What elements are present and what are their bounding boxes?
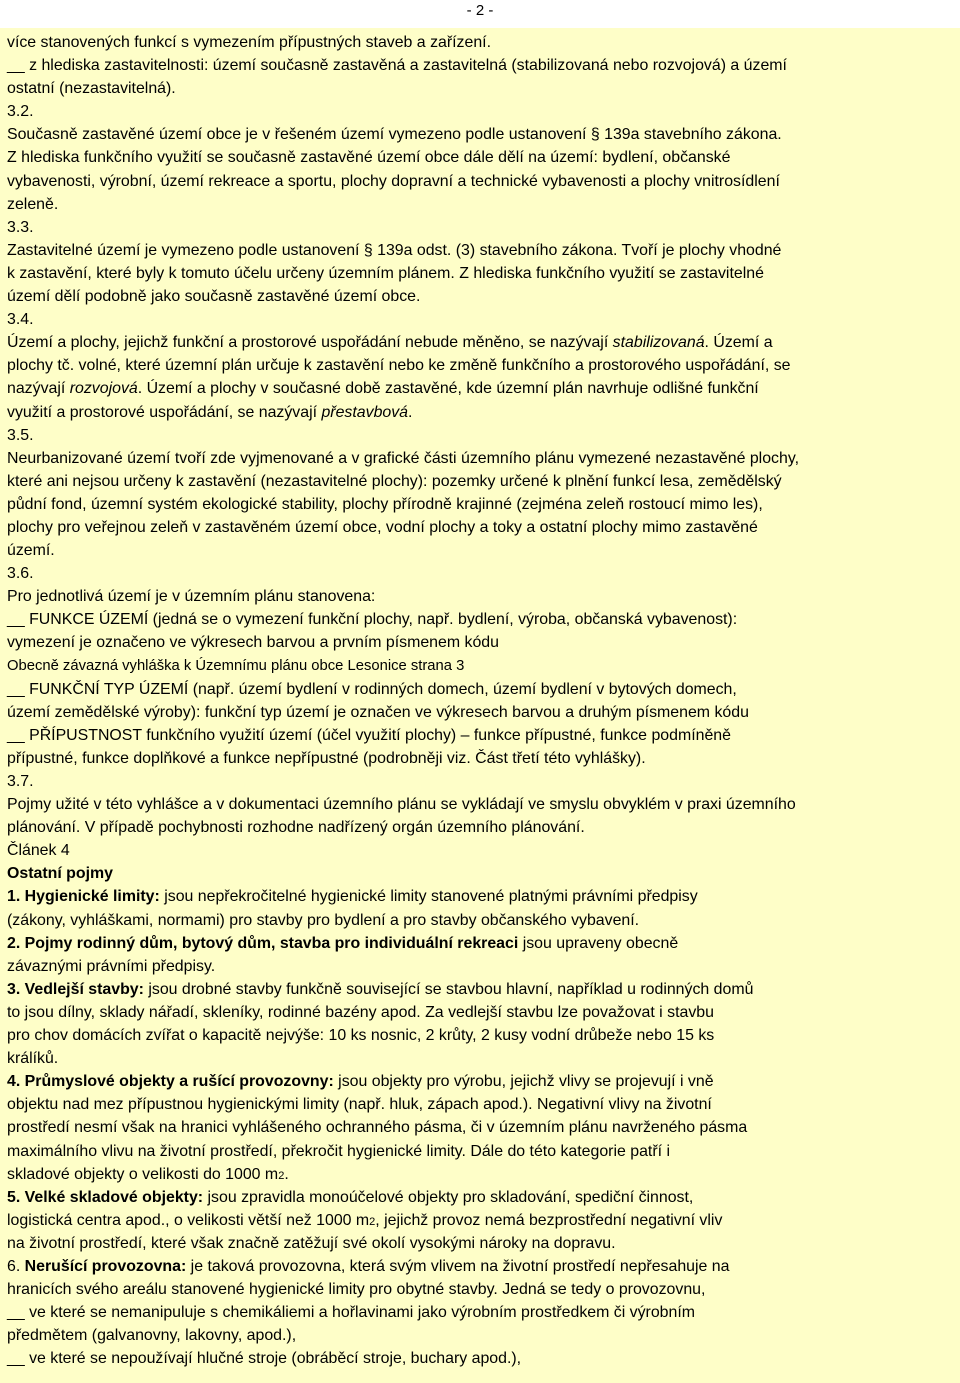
text-line: území zemědělské výroby): funkční typ území je označen ve výkresech barvou a druhým písmenem kódu [7,703,749,721]
text-line [7,401,954,424]
text-run: jsou upraveny obecně [518,934,679,952]
text-line: Z hlediska funkčního využití se současně zastavěné území obce dále dělí na území: bydlení, občanské [7,149,731,167]
page-number: - 2 - [466,2,494,19]
term-label: 5. Velké skladové objekty: [7,1188,204,1206]
text-line: __ ve které se nepoužívají hlučné stroje (obráběcí stroje, buchary apod.), [7,1350,522,1368]
page-footer-note: Obecně závazná vyhláška k Územnímu plánu obce Lesonice strana 3 [7,657,465,674]
text-line: vybavenosti, výrobní, území rekreace a sportu, plochy dopravní a technické vybavenosti a plochy vnitrosídlení [7,172,780,190]
text-line: předmětem (galvanovny, lakovny, apod.), [7,1327,297,1345]
text-run: nazývají [7,380,70,398]
text-line: prostředí nesmí však na hranici vyhlášeného ochranného pásma, či v územním plánu navrženého pásma [7,1119,748,1137]
text-run: využití a prostorové uspořádání, se nazývají [7,403,322,421]
emphasis-term: stabilizovaná [612,334,705,352]
emphasis-term: rozvojová [69,380,138,398]
text-run: . [284,1165,289,1183]
text-line: plochy tč. volné, které územní plán určuje k zastavění nebo ke změně funkčního a prostorového uspořádání, se [7,357,791,375]
text-line: __ ve které se nemanipuluje s chemikáliemi a hořlavinami jako výrobním prostředkem či výrobním [7,1304,695,1322]
text-run: jsou zpravidla monoúčelové objekty pro skladování, spediční činnost, [203,1188,694,1206]
section-number: 3.4. [7,311,34,329]
term-label: 1. Hygienické limity: [7,888,160,906]
section-number: 3.3. [7,218,34,236]
text-line: na životní prostředí, které však značně zatěžují své okolí vysokými nároky na dopravu. [7,1234,616,1252]
text-line: území. [7,542,55,560]
section-number: 3.2. [7,103,34,121]
text-run: je taková provozovna, která svým vlivem na životní prostředí nepřesahuje na [186,1257,730,1275]
text-line: zeleně. [7,195,59,213]
text-run: jsou nepřekročitelné hygienické limity stanovené platnými právními předpisy [159,888,698,906]
text-line: objektu nad mez přípustnou hygienickými limity (např. hluk, zápach apod.). Negativní vlivy na životní [7,1096,712,1114]
text-line [7,331,954,354]
text-line: více stanovených funkcí s vymezením přípustných staveb a zařízení. [7,34,492,51]
text-line: plochy pro veřejnou zeleň v zastavěném území obce, vodní plochy a toky a ostatní plochy mimo zastavěné [7,518,758,536]
definition-item [7,932,954,955]
text-run: skladové objekty o velikosti do 1000 m [7,1165,279,1183]
text-run: jsou drobné stavby funkčně související se stavbou hlavní, například u rodinných domů [143,980,754,998]
text-line: __ FUNKCE ÚZEMÍ (jedná se o vymezení funkční plochy, např. bydlení, výroba, občanská vybavenost): [7,611,738,629]
text-line [7,1163,954,1186]
text-line [7,377,954,400]
text-line: Neurbanizované území tvoří zde vyjmenované a v grafické části územního plánu vymezené nezastavěné plochy, [7,449,800,467]
text-line: pro chov domácích zvířat o kapacitě nejvýše: 10 ks nosnic, 2 krůty, 2 kusy vodní drůbeže nebo 15 ks [7,1027,715,1045]
definition-item [7,1186,954,1209]
text-run: . Území a plochy v současné době zastavěné, kde územní plán navrhuje odlišné funkční [137,380,759,398]
text-run: . Území a [704,334,773,352]
unit-exponent: 2 [278,1169,285,1182]
text-line: Zastavitelné území je vymezeno podle ustanovení § 139a odst. (3) stavebního zákona. Tvoří je plochy vhodné [7,241,782,259]
item-number: 6. [7,1257,25,1275]
section-number: 3.6. [7,565,34,583]
text-run: jsou objekty pro výrobu, jejichž vlivy se projevují i vně [333,1073,714,1091]
definition-item [7,885,954,908]
unit-exponent: 2 [369,1215,376,1228]
text-line: vymezení je označeno ve výkresech barvou a prvním písmenem kódu [7,634,499,652]
section-heading [7,862,954,885]
definition-item [7,1255,954,1278]
term-label: 4. Průmyslové objekty a rušící provozovny: [7,1073,334,1091]
text-line: (zákony, vyhláškami, normami) pro stavby pro bydlení a pro stavby občanského vybavení. [7,911,640,929]
article-title: Článek 4 [7,842,70,860]
term-label: Nerušící provozovna: [24,1257,187,1275]
text-line: které ani nejsou určeny k zastavění (nezastavitelné plochy): pozemky určené k plnění funkcí lesa, zemědělský [7,472,782,490]
text-line: __ PŘÍPUSTNOST funkčního využití území (účel využití plochy) – funkce přípustné, funkce podmíněně [7,726,731,744]
section-number: 3.7. [7,773,34,790]
text-line: Pro jednotlivá území je v územním plánu stanovena: [7,588,376,606]
text-line: k zastavění, které byly k tomuto účelu určeny územním plánem. Z hlediska funkčního využití se zastavitelné [7,264,764,282]
text-line: to jsou dílny, sklady nářadí, skleníky, rodinné bazény apod. Za vedlejší stavbu lze považovat i stavbu [7,1003,714,1021]
text-line: území dělí podobně jako současně zastavěné území obce. [7,288,421,306]
text-run: . [408,403,413,421]
text-line: maximálního vlivu na životní prostředí, překročit hygienické limity. Dále do této kategorie patří i [7,1142,670,1160]
emphasis-term: přestavbová [321,403,409,421]
text-line: Pojmy užité v této vyhlášce a v dokumentaci územního plánu se vykládají ve smyslu obvyklém v praxi územního [7,796,796,814]
text-run: logistická centra apod., o velikosti větší než 1000 m [7,1211,370,1229]
text-line: __ z hlediska zastavitelnosti: území současně zastavěná a zastavitelná (stabilizovaná nebo rozvojová) a území [7,57,787,75]
text-line [7,1209,954,1232]
text-line: __ FUNKČNÍ TYP ÚZEMÍ (např. území bydlení v rodinných domech, území bydlení v bytových domech, [7,680,737,698]
term-label: 3. Vedlejší stavby: [7,980,144,998]
text-line: králíků. [7,1050,59,1068]
text-line: přípustné, funkce doplňkové a funkce nepřípustné (podrobněji viz. Část třetí této vyhlášky). [7,749,646,767]
document-body [0,28,960,1383]
text-line: hranicích svého areálu stanovené hygienické limity pro obytné stavby. Jedná se tedy o provozovnu, [7,1281,706,1299]
text-run: Území a plochy, jejichž funkční a prostorové uspořádání nebude měněno, se nazývají [7,334,613,352]
text-line: Současně zastavěné území obce je v řešeném území vymezeno podle ustanovení § 139a stavebního zákona. [7,126,782,144]
text-line: závaznými právními předpisy. [7,957,216,975]
text-line: ostatní (nezastavitelná). [7,80,176,98]
section-number: 3.5. [7,426,34,444]
heading-text: Ostatní pojmy [7,865,113,883]
definition-item [7,1070,954,1093]
definition-item [7,978,954,1001]
text-line: půdní fond, územní systém ekologické stability, plochy přírodně krajinné (zejména zeleň rostoucí mimo les), [7,495,763,513]
text-run: , jejichž provoz nemá bezprostřední negativní vliv [375,1211,723,1229]
text-line: plánování. V případě pochybnosti rozhodne nadřízený orgán územního plánování. [7,819,585,837]
term-label: 2. Pojmy rodinný dům, bytový dům, stavba pro individuální rekreaci [7,934,519,952]
